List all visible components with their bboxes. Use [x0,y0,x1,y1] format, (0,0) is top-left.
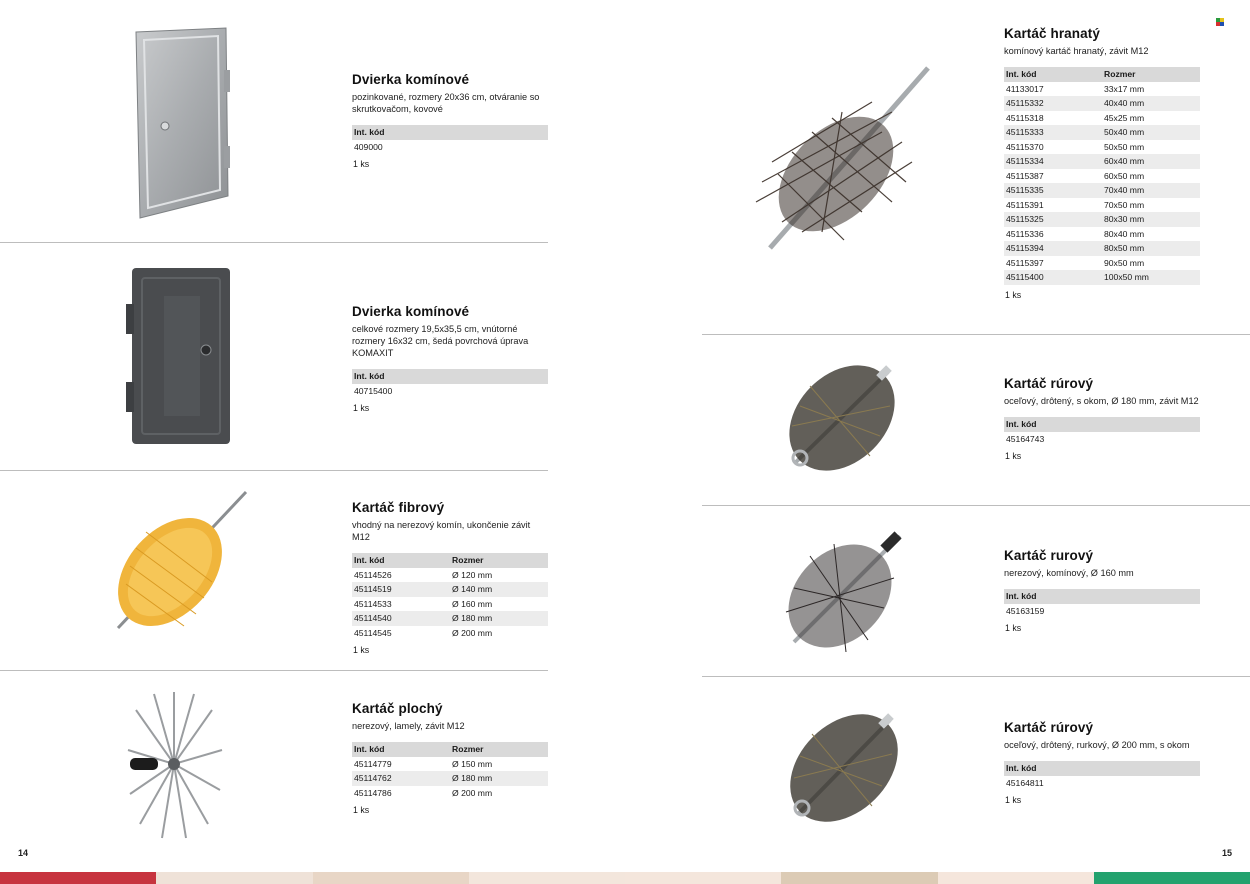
product-size: 70x50 mm [1104,199,1145,210]
column-header-size: Rozmer [452,744,484,754]
divider [0,242,548,243]
table-row [1004,125,1200,140]
product-description: celkové rozmery 19,5x35,5 cm, vnútorné rozmery 16x32 cm, šedá povrchová úprava KOMAXIT [352,324,529,358]
product-code: 41133017 [1006,83,1044,94]
product-description: komínový kartáč hranatý, závit M12 [1004,46,1149,56]
divider [0,670,548,671]
product-code: 40715400 [354,385,393,396]
product-size: 40x40 mm [1104,98,1145,108]
footer-color-bar [0,872,156,884]
product-size: Ø 180 mm [452,613,493,623]
divider [702,676,1250,677]
product-quantity: 1 ks [1005,795,1022,805]
divider [0,470,548,471]
product-code: 45115397 [1006,257,1044,268]
product-quantity: 1 ks [353,645,370,655]
column-header-code: Int. kód [1006,69,1037,79]
product-title: Dvierka komínové [352,304,470,319]
column-header-code: Int. kód [1006,763,1037,773]
product-title: Kartáč plochý [352,701,443,716]
product-size: 90x50 mm [1104,257,1145,268]
table-row [1004,241,1200,256]
table-row [1004,169,1200,184]
product-description: nerezový, lamely, závit M12 [352,721,465,731]
product-code: 409000 [354,141,383,152]
product-code: 45114762 [354,773,392,783]
product-galvanized-door [352,72,548,169]
product-title: Kartáč rurový [1004,548,1094,563]
product-description: oceľový, drôtený, rurkový, Ø 200 mm, s okom [1004,740,1190,750]
table-row [1004,154,1200,169]
product-round-brush-200 [1004,720,1200,805]
tube-wire-brush-image [770,696,922,840]
product-size: 60x50 mm [1104,170,1145,181]
page-number-left: 14 [18,848,29,858]
table-row [1004,270,1200,285]
product-gray-door [352,304,548,413]
table-row [1004,82,1200,97]
product-code: 45115334 [1006,156,1044,166]
table-row [1004,111,1200,126]
table-row [352,597,548,612]
footer-color-bar [1094,872,1250,884]
product-code: 45115332 [1006,98,1044,108]
flat-brush-image [124,690,224,840]
product-size: 80x40 mm [1104,228,1145,239]
table-row [352,582,548,597]
product-description: pozinkované, rozmery 20x36 cm, otváranie so skrutkovačom, kovové [352,92,540,114]
product-square-brush [1004,26,1200,300]
product-round-brush-160 [1004,548,1200,633]
product-table [352,369,548,398]
product-size: Ø 140 mm [452,584,493,594]
product-code: 45115333 [1006,127,1044,137]
product-title: Kartáč rúrový [1004,720,1094,735]
footer-color-bar [938,872,1094,884]
product-quantity: 1 ks [353,159,370,169]
square-wire-brush-image [742,62,938,260]
column-header-code: Int. kód [1006,419,1037,429]
product-code: 45114779 [354,758,392,769]
product-size: 80x50 mm [1104,243,1145,253]
divider [702,505,1250,506]
product-code: 45115318 [1006,112,1044,123]
footer-color-bar [313,872,469,884]
column-header-code: Int. kód [354,371,385,381]
gray-door-image [126,266,234,446]
product-table [352,742,548,800]
product-title: Kartáč rúrový [1004,376,1094,391]
product-table [1004,589,1200,618]
table-row [352,786,548,801]
product-code: 45114526 [354,569,392,580]
product-size: 50x50 mm [1104,141,1145,152]
product-code: 45114519 [354,584,392,594]
product-code: 45115400 [1006,272,1044,282]
product-size: 60x40 mm [1104,156,1145,166]
table-row [352,611,548,626]
footer-color-bar [625,872,781,884]
product-code: 45115335 [1006,185,1044,195]
product-code: 45115387 [1006,170,1044,181]
page-number-right: 15 [1222,848,1233,858]
product-size: 80x30 mm [1104,214,1145,224]
product-code: 45114533 [354,598,392,609]
column-header-code: Int. kód [354,555,385,565]
product-size: 100x50 mm [1104,272,1149,282]
product-code: 45164811 [1006,777,1044,788]
product-quantity: 1 ks [1005,289,1022,300]
product-title: Dvierka komínové [352,72,470,87]
table-row [352,568,548,583]
product-table [1004,67,1200,285]
product-code: 45114545 [354,627,392,638]
product-size: Ø 200 mm [452,787,493,798]
product-code: 45115325 [1006,214,1044,224]
product-size: 70x40 mm [1104,185,1145,195]
product-size: Ø 200 mm [452,627,493,638]
product-flat-brush [352,701,548,815]
product-size: 50x40 mm [1104,127,1145,137]
column-header-size: Rozmer [1104,69,1136,79]
product-table [352,125,548,154]
footer-color-bar [781,872,937,884]
product-code: 45115391 [1006,199,1044,210]
product-size: Ø 180 mm [452,773,493,783]
table-row [1004,183,1200,198]
fiber-brush-image [96,488,252,656]
product-size: 45x25 mm [1104,112,1145,123]
column-header-code: Int. kód [354,127,385,137]
product-fiber-brush [352,500,548,655]
product-code: 45115394 [1006,243,1044,253]
table-row [1004,227,1200,242]
product-size: Ø 120 mm [452,569,493,580]
table-row [352,757,548,772]
product-code: 45114540 [354,613,392,623]
product-description: oceľový, drôtený, s okom, Ø 180 mm, závit M12 [1004,396,1199,406]
table-row [1004,140,1200,155]
product-description: nerezový, komínový, Ø 160 mm [1004,568,1134,578]
product-title: Kartáč fibrový [352,500,445,515]
table-row [352,626,548,641]
product-description: vhodný na nerezový komín, ukončenie závit M12 [352,520,531,542]
stainless-round-brush-image [774,528,910,662]
product-code: 45163159 [1006,605,1045,616]
divider [702,334,1250,335]
footer-color-bar [469,872,625,884]
product-code: 45115336 [1006,228,1044,239]
product-quantity: 1 ks [353,805,370,815]
product-size: 33x17 mm [1104,83,1145,94]
product-size: Ø 150 mm [452,758,493,769]
round-wire-brush-image [770,346,920,492]
product-quantity: 1 ks [1005,451,1022,461]
column-header-code: Int. kód [1006,591,1037,601]
footer-color-bar [156,872,312,884]
product-code: 45115370 [1006,141,1044,152]
product-code: 45114786 [354,787,392,798]
table-row [1004,212,1200,227]
product-quantity: 1 ks [353,403,370,413]
column-header-code: Int. kód [354,744,385,754]
product-title: Kartáč hranatý [1004,26,1100,41]
table-row [352,771,548,786]
product-size: Ø 160 mm [452,598,493,609]
column-header-size: Rozmer [452,555,484,565]
product-table [352,553,548,640]
product-quantity: 1 ks [1005,623,1022,633]
product-code: 45164743 [1006,433,1045,444]
table-row [1004,256,1200,271]
product-round-brush-180 [1004,376,1200,461]
product-table [1004,761,1200,790]
brand-logo-icon [1216,18,1224,26]
galvanized-door-image [126,26,236,222]
table-row [1004,198,1200,213]
table-row [1004,96,1200,111]
product-table [1004,417,1200,446]
